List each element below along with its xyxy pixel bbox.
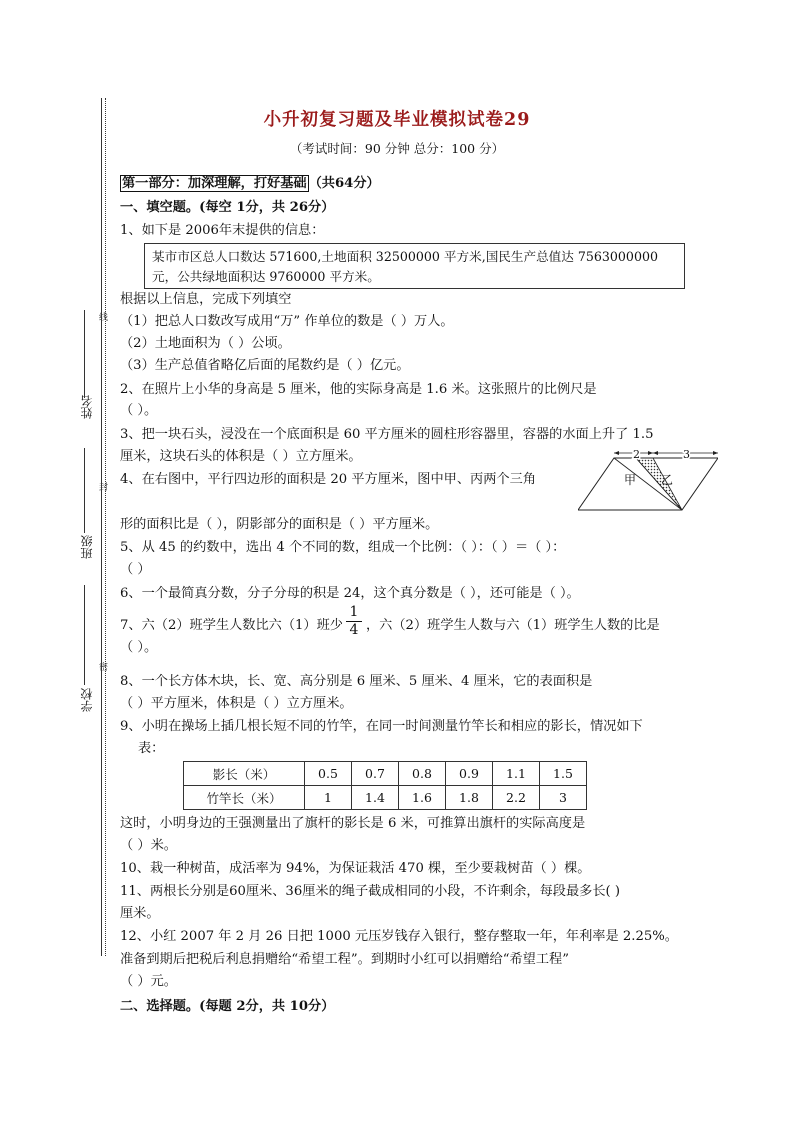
table-row-label: 影长（米） <box>184 762 305 786</box>
q9-line3: 这时，小明身边的王强测量出了旗杆的影长是 6 米，可推算出旗杆的实际高度是 <box>120 816 586 831</box>
table-cell: 1.4 <box>352 786 399 810</box>
q7-fraction <box>346 604 362 639</box>
q7-part2: ，六（2）班学生人数与六（1）班学生人数的比是 <box>366 618 660 633</box>
table-cell: 0.8 <box>399 762 446 786</box>
margin-mark-dense: 密 <box>99 663 109 673</box>
q1-intro: 1、如下是 2006年末提供的信息： <box>120 223 325 238</box>
table-cell: 2.2 <box>493 786 540 810</box>
q5-line1: 5、从 45 的约数中，选出 4 个不同的数，组成一个比例：（ ）：（ ）＝（ ）： <box>120 540 566 555</box>
margin-mark-seal: 封 <box>99 483 109 493</box>
q1-item-b: （2）土地面积为（ ）公顷。 <box>120 336 291 351</box>
q4-line1: 4、在右图中，平行四边形的面积是 20 平方厘米，图中甲、丙两个三角 <box>120 472 536 487</box>
q1-box-line1: 某市市区总人口数达 571600,土地面积 32500000 平方米,国民生产总值达 7563000000 <box>152 249 658 264</box>
part1-heading <box>120 175 380 193</box>
q8-line1: 8、一个长方体木块，长、宽、高分别是 6 厘米、5 厘米、4 厘米，它的表面积是 <box>120 674 593 689</box>
figure-label-3: 3 <box>683 448 690 461</box>
q8-line2: （ ）平方厘米，体积是（ ）立方厘米。 <box>120 696 353 711</box>
table-row <box>184 786 587 810</box>
q1-item-c: （3）生产总值省略亿后面的尾数约是（ ）亿元。 <box>120 358 410 373</box>
table-cell: 0.9 <box>446 762 493 786</box>
table-cell: 3 <box>540 786 587 810</box>
q6-line1: 6、一个最简真分数，分子分母的积是 24，这个真分数是（ ），还可能是（ ）。 <box>120 586 580 601</box>
q11-line1: 11、两根长分别是60厘米、36厘米的绳子截成相同的小段，不许剩余，每段最多长( ) <box>120 884 621 899</box>
exam-info: （考试时间：90 分钟 总分：100 分） <box>289 141 505 156</box>
q2-line1: 2、在照片上小华的身高是 5 厘米，他的实际身高是 1.6 米。这张照片的比例尺是 <box>120 382 597 397</box>
table-cell: 1.1 <box>493 762 540 786</box>
part1-heading-rest: （共64分） <box>308 176 380 191</box>
table-cell: 1 <box>305 786 352 810</box>
table-row-label: 竹竿长（米） <box>184 786 305 810</box>
table-row <box>184 762 587 786</box>
q3-line1: 3、把一块石头，浸没在一个底面积是 60 平方厘米的圆柱形容器里，容器的水面上升了 1.5 <box>120 427 654 442</box>
page-title: 小升初复习题及毕业模拟试卷29 <box>263 110 531 130</box>
table-cell: 0.7 <box>352 762 399 786</box>
figure-label-yi: 乙 <box>661 473 674 487</box>
margin-mark-line: 线 <box>99 313 109 323</box>
q5-line2: （ ） <box>120 562 151 577</box>
q9-table <box>183 761 587 810</box>
q7-part1: 7、六（2）班学生人数比六（1）班少 <box>120 618 343 633</box>
class-field-label: 班级 <box>80 535 94 559</box>
q7-frac-num: 1 <box>346 604 362 622</box>
figure-label-jia: 甲 <box>624 473 637 487</box>
q4-line2: 形的面积比是（ ），阴影部分的面积是（ ）平方厘米。 <box>120 517 439 532</box>
q7-frac-den: 4 <box>349 622 359 638</box>
q12-line2: 准备到期后把税后利息捐赠给“希望工程”。到期时小红可以捐赠给“希望工程” <box>120 952 569 967</box>
table-cell: 1.5 <box>540 762 587 786</box>
q2-line2: （ ）。 <box>120 403 158 418</box>
q1-prompt: 根据以上信息，完成下列填空 <box>120 292 292 307</box>
class-field-line <box>84 448 85 533</box>
table-cell: 1.6 <box>399 786 446 810</box>
table-cell: 1.8 <box>446 786 493 810</box>
table-cell: 0.5 <box>305 762 352 786</box>
q12-line3: （ ）元。 <box>120 974 177 989</box>
binding-dotted-line <box>105 98 106 956</box>
q11-line2: 厘米。 <box>120 906 160 921</box>
q10-line1: 10、栽一种树苗，成活率为 94%，为保证栽活 470 棵，至少要栽树苗（ ）棵。 <box>120 861 591 876</box>
q12-line1: 12、小红 2007 年 2 月 26 日把 1000 元压岁钱存入银行，整存整取一年，年利率是 2.25%。 <box>120 929 678 944</box>
section1-heading: 一、填空题。(每空 1分，共 26分） <box>120 200 335 215</box>
name-field-label: 姓名 <box>80 395 94 419</box>
school-field-line <box>84 585 85 685</box>
part1-heading-boxed: 第一部分：加深理解，打好基础 <box>122 176 307 191</box>
q7-line2: （ ）。 <box>120 640 158 655</box>
parallelogram-figure <box>578 444 718 516</box>
q9-line2: 表： <box>138 741 165 756</box>
binding-solid-line <box>101 98 102 956</box>
q9-line4: （ ）米。 <box>120 838 177 853</box>
q7-line1 <box>120 617 343 635</box>
q3-line2: 厘米，这块石头的体积是（ ）立方厘米。 <box>120 449 362 464</box>
name-field-line <box>84 310 85 398</box>
q1-box-line2: 元，公共绿地面积达 9760000 平方米。 <box>152 269 380 284</box>
figure-label-2: 2 <box>633 448 640 461</box>
q9-line1: 9、小明在操场上插几根长短不同的竹竿，在同一时间测量竹竿长和相应的影长，情况如下 <box>120 719 643 734</box>
school-field-label: 学校 <box>80 688 94 712</box>
section2-heading: 二、选择题。(每题 2分，共 10分） <box>120 999 335 1014</box>
q1-item-a: （1）把总人口数改写成用“万” 作单位的数是（ ）万人。 <box>120 314 454 329</box>
